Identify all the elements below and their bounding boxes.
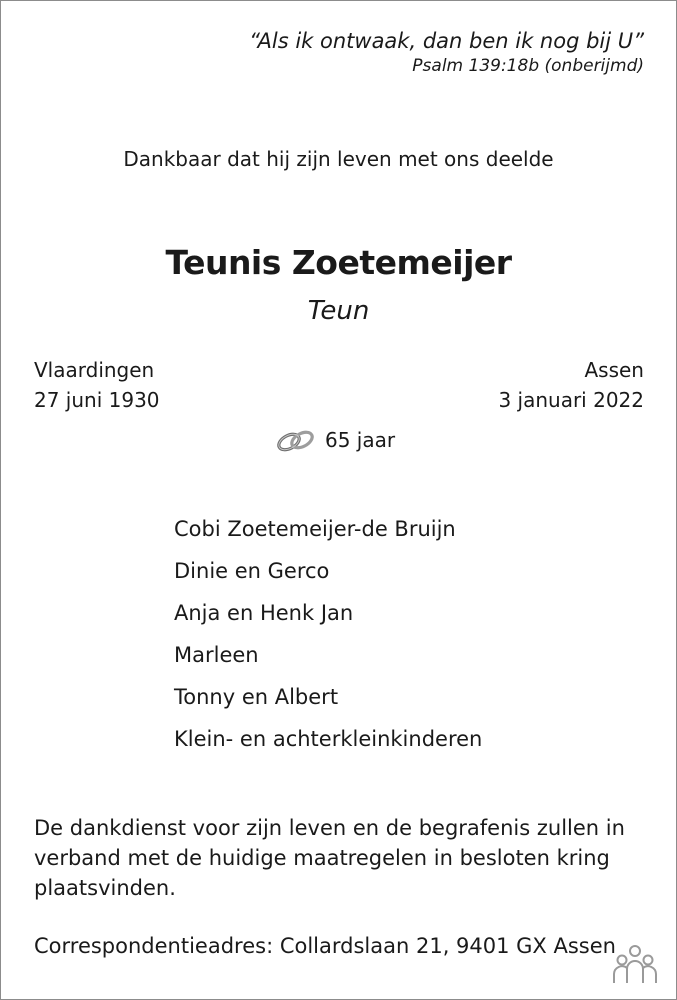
birth-date: 27 juni 1930 (34, 388, 160, 412)
correspondence-address: Correspondentieadres: Collardslaan 21, 9401 GX Assen (34, 934, 616, 958)
marriage-duration (273, 425, 395, 455)
death-info (498, 355, 644, 415)
wedding-rings-icon (273, 425, 319, 455)
marriage-years: 65 jaar (325, 428, 396, 452)
death-date: 3 januari 2022 (498, 388, 644, 412)
birth-info (34, 355, 160, 415)
deceased-nickname: Teun (307, 296, 370, 326)
family-member: Tonny en Albert (174, 685, 339, 709)
family-member: Marleen (174, 643, 259, 667)
family-member: Dinie en Gerco (174, 559, 330, 583)
intro-line: Dankbaar dat hij zijn leven met ons deelde (123, 147, 554, 171)
people-group-logo-icon (610, 943, 660, 987)
bible-quote (249, 27, 644, 77)
family-member: Anja en Henk Jan (174, 601, 354, 625)
family-member: Cobi Zoetemeijer-de Bruijn (174, 517, 456, 541)
service-notice: De dankdienst voor zijn leven en de begrafenis zullen in verband met de huidige maatregelen in besloten kring plaatsvinden. (34, 816, 625, 900)
death-place: Assen (584, 358, 644, 382)
quote-text: “Als ik ontwaak, dan ben ik nog bij U” (249, 29, 644, 53)
quote-reference: Psalm 139:18b (onberijmd) (412, 56, 644, 76)
birth-place: Vlaardingen (34, 358, 155, 382)
family-list (174, 511, 482, 763)
family-member: Klein- en achterkleinkinderen (174, 727, 483, 751)
deceased-name: Teunis Zoetemeijer (165, 243, 512, 282)
